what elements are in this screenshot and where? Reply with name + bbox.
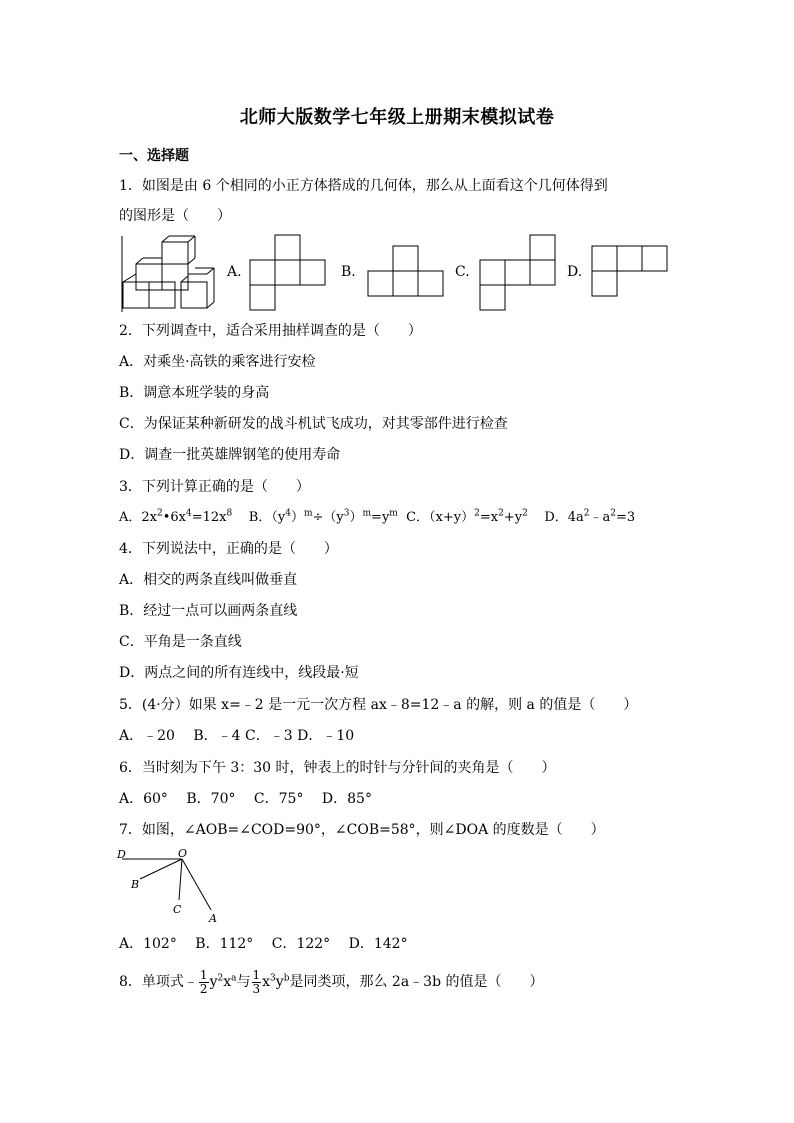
q1-option-d-figure — [591, 234, 671, 314]
q8-fraction-1: $\frac{1}{2}$ — [199, 967, 208, 996]
q3-option-b: B．$(y^4)^m\div(y^3)^m=y^m$ — [248, 508, 398, 525]
q6-options: A．60° B．70° C．75° D．85° — [119, 791, 372, 807]
section-heading: 一、选择题 — [119, 148, 189, 164]
q4-option-c: C．平角是一条直线 — [119, 634, 242, 650]
q3-options — [119, 508, 635, 528]
q2-option-b: B．调意本班学装的身高 — [119, 385, 270, 401]
q3-option-d: D．$4a^2﹣a^2=3$ — [544, 508, 636, 525]
q2-option-c: C．为保证某种新研发的战斗机试飞成功，对其零部件进行检查 — [119, 416, 508, 432]
q7-label-c: C — [173, 903, 182, 916]
q1-option-c-figure — [479, 234, 559, 314]
q1-option-d-label: D. — [567, 264, 583, 280]
q2-option-d: D．调查一批英雄牌钢笔的使用寿命 — [119, 447, 341, 463]
q1-stem-line2: 的图形是（ ） — [119, 208, 231, 224]
q7-label-d: D — [117, 848, 126, 861]
q7-stem: 7．如图，∠AOB=∠COD=90°，∠COB=58°，则∠DOA 的度数是（ ） — [119, 822, 605, 838]
q1-option-c-label: C. — [455, 264, 470, 280]
q1-option-a-label: A. — [227, 264, 242, 280]
q1-option-a-figure — [249, 234, 329, 314]
q6-stem: 6．当时刻为下午 3：30 时，钟表上的时针与分针间的夹角是（ ） — [119, 760, 556, 776]
q7-angle-figure — [116, 846, 226, 926]
q1-stem-line1: 1．如图是由 6 个相同的小正方体搭成的几何体，那么从上面看这个几何体得到 — [119, 178, 608, 194]
page-title: 北师大版数学七年级上册期末模拟试卷 — [239, 107, 555, 128]
q3-option-a: A．$2x^2•6x^4=12x^8$ — [119, 508, 233, 525]
q7-label-a: A — [209, 912, 217, 925]
q8-fraction-2: $\frac{1}{3}$ — [252, 967, 261, 996]
q8-stem: 8．单项式﹣ $\frac{1}{2}$ $y^2x^a$与 $\frac{1}{3}$ $x^3y^b$是同类项，那么 2a﹣3b 的值是（ ） — [119, 967, 544, 996]
q1-option-b-figure — [367, 234, 447, 314]
q2-stem: 2．下列调查中，适合采用抽样调查的是（ ） — [119, 323, 422, 339]
q1-solid-figure — [119, 234, 219, 314]
q5-stem: 5．(4·分）如果 x=﹣2 是一元一次方程 ax﹣8=12﹣a 的解，则 a 的值是（ ） — [119, 697, 638, 713]
q7-label-b: B — [131, 878, 140, 891]
q7-options: A．102° B．112° C．122° D．142° — [119, 936, 408, 952]
q4-stem: 4．下列说法中，正确的是（ ） — [119, 541, 338, 557]
q1-figures — [119, 234, 679, 314]
q4-option-d: D．两点之间的所有连线中，线段最·短 — [119, 665, 359, 681]
q5-options: A．﹣20 B．﹣4 C．﹣3 D．﹣10 — [119, 728, 355, 744]
q4-option-b: B．经过一点可以画两条直线 — [119, 603, 298, 619]
q7-label-o: O — [178, 847, 188, 860]
q2-option-a: A．对乘坐·高铁的乘客进行安检 — [119, 354, 316, 370]
q4-option-a: A．相交的两条直线叫做垂直 — [119, 572, 298, 588]
q3-stem: 3．下列计算正确的是（ ） — [119, 479, 310, 495]
q3-option-c: C．$(x+y)^2=x^2+y^2$ — [406, 508, 528, 525]
q1-option-b-label: B. — [341, 264, 356, 280]
